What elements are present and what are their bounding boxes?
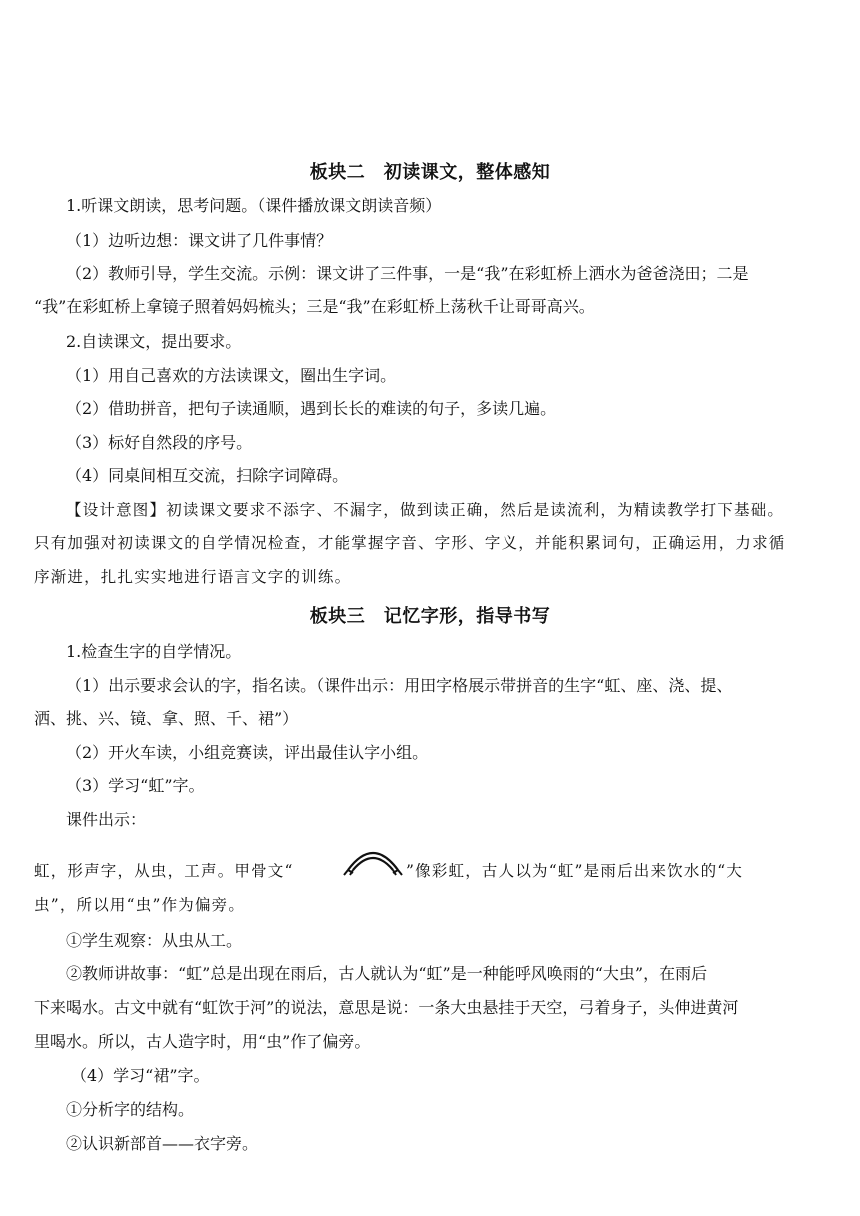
question-2-part-1: （1）用自己喜欢的方法读课文，圈出生字词。 — [66, 366, 397, 385]
question-2-part-2: （2）借助拼音，把句子读通顺，遇到长长的难读的句子，多读几遍。 — [66, 399, 557, 418]
design-intent-line-1: 【设计意图】初读课文要求不添字、不漏字，做到读正确，然后是读流利，为精读教学打下基础。 — [66, 501, 785, 519]
hong-explanation-cont: 虫”，所以用“虫”作为偏旁。 — [34, 896, 246, 914]
student-observe: ①学生观察：从虫从工。 — [66, 931, 243, 950]
question-2-part-3: （3）标好自然段的序号。 — [66, 433, 253, 452]
new-radical: ②认识新部首——衣字旁。 — [66, 1134, 259, 1153]
hong-explanation-end: ”像彩虹，古人以为“虹”是雨后出来饮水的“大 — [406, 862, 744, 880]
design-intent-line-2: 只有加强对初读课文的自学情况检查，才能掌握字音、字形、字义，并能积累词句，正确运用，力求循 — [34, 534, 786, 552]
check-part-1-cont: 洒、挑、兴、镜、拿、照、千、裙”） — [34, 709, 299, 728]
check-part-3: （3）学习“虹”字。 — [66, 776, 205, 795]
analyze-structure: ①分析字的结构。 — [66, 1100, 195, 1119]
teacher-story-line-3: 里喝水。所以，古人造字时，用“虫”作了偏旁。 — [34, 1032, 371, 1051]
section-heading-2: 板块二 初读课文，整体感知 — [309, 162, 551, 183]
design-intent-line-3: 序渐进，扎扎实实地进行语言文字的训练。 — [34, 568, 352, 586]
check-part-1: （1）出示要求会认的字，指名读。（课件出示：用田字格展示带拼音的生字“虹、座、浇、提、 — [66, 676, 733, 695]
oracle-bone-rainbow-icon — [342, 842, 404, 878]
check-characters: 1.检查生字的自学情况。 — [66, 642, 242, 661]
question-1-part-1: （1）边听边想：课文讲了几件事情？ — [66, 231, 333, 250]
question-1-part-2: （2）教师引导，学生交流。示例：课文讲了三件事，一是“我”在彩虹桥上洒水为爸爸浇田；二是 — [66, 264, 749, 283]
learn-qun: （4）学习“裙”字。 — [71, 1066, 210, 1085]
question-1: 1.听课文朗读，思考问题。（课件播放课文朗读音频） — [66, 196, 442, 215]
teacher-story-line-1: ②教师讲故事：“虹”总是出现在雨后，古人就认为“虹”是一种能呼风唤雨的“大虫”，在雨后 — [66, 964, 708, 983]
question-2: 2.自读课文，提出要求。 — [66, 332, 242, 351]
section-heading-3: 板块三 记忆字形，指导书写 — [309, 606, 551, 627]
check-part-2: （2）开火车读，小组竞赛读，评出最佳认字小组。 — [66, 743, 429, 762]
question-2-part-4: （4）同桌间相互交流，扫除字词障碍。 — [66, 466, 349, 485]
hong-explanation-start: 虹，形声字，从虫，工声。甲骨文“ — [34, 862, 294, 880]
question-1-part-2-cont: “我”在彩虹桥上拿镜子照着妈妈梳头；三是“我”在彩虹桥上荡秋千让哥哥高兴。 — [34, 297, 595, 316]
teacher-story-line-2: 下来喝水。古文中就有“虹饮于河”的说法，意思是说：一条大虫悬挂于天空，弓着身子，头伸进黄河 — [34, 998, 739, 1017]
courseware-label: 课件出示： — [66, 810, 147, 829]
